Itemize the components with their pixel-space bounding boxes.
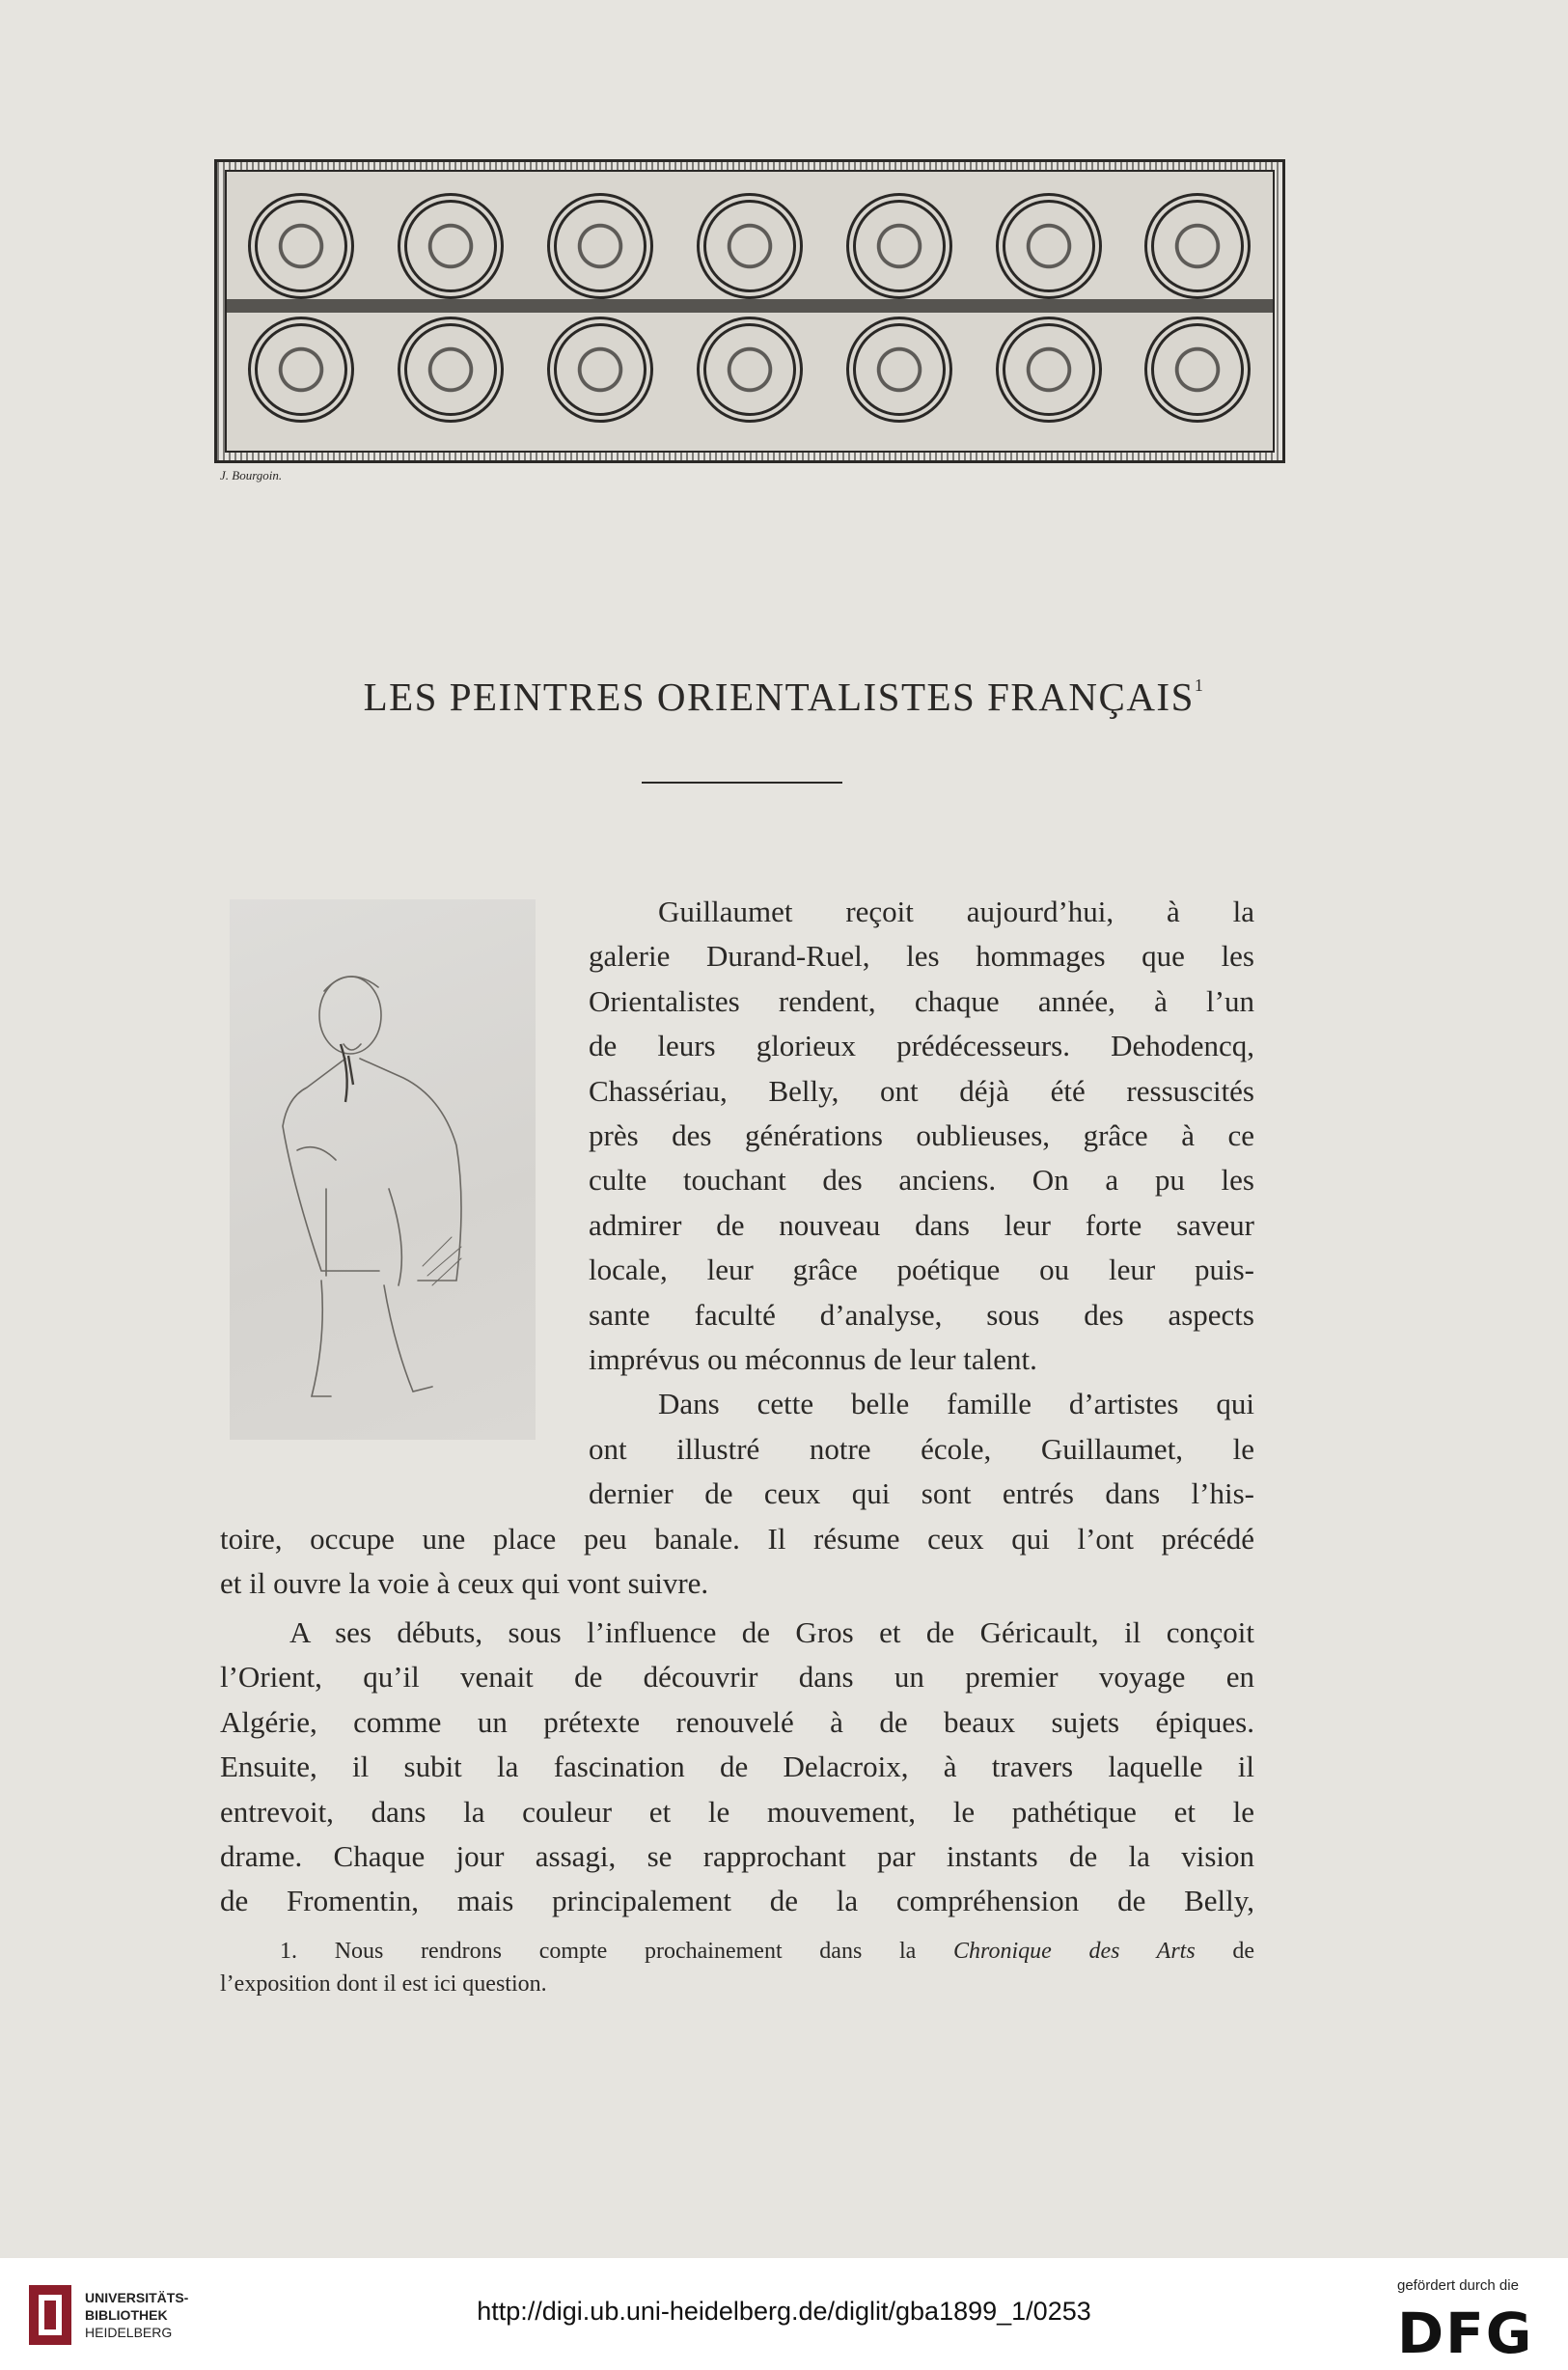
ornament-medallion <box>697 317 803 423</box>
library-name-line: UNIVERSITÄTS- <box>85 2290 189 2305</box>
paragraph-2-full <box>220 1517 1254 1607</box>
ornamental-header-band <box>214 159 1285 463</box>
child-sketch-illustration <box>230 899 536 1440</box>
ornament-row-top <box>227 193 1273 299</box>
sketch-drawing <box>230 899 536 1440</box>
text-line: galerie Durand-Ruel, les hommages que les <box>589 939 1254 974</box>
title-rule <box>642 782 842 784</box>
title-text: LES PEINTRES ORIENTALISTES FRANÇAIS <box>363 675 1195 719</box>
text-line: drame. Chaque jour assagi, se rapprochant par instants de la vision <box>220 1839 1254 1874</box>
text-line: de leurs glorieux prédécesseurs. Dehodencq, <box>589 1029 1254 1063</box>
ornament-pattern <box>225 170 1275 453</box>
ornament-medallion <box>697 193 803 299</box>
ornament-medallion <box>846 193 952 299</box>
footnote-publication-title: Chronique des Arts <box>952 1939 1196 1964</box>
ornament-medallion <box>996 193 1102 299</box>
ornament-medallion <box>547 317 653 423</box>
text-line: près des générations oublieuses, grâce à ce <box>589 1118 1254 1153</box>
ornament-medallion <box>398 193 504 299</box>
footnote-number: 1. <box>280 1939 297 1964</box>
ornament-medallion <box>398 317 504 423</box>
text-line: ont illustré notre école, Guillaumet, le <box>589 1431 1254 1466</box>
footnote-line-1 <box>220 1935 1254 1968</box>
paragraph-3 <box>220 1611 1254 1924</box>
text-line: Chassériau, Belly, ont déjà été ressuscités <box>589 1073 1254 1108</box>
text-line: dernier de ceux qui sont entrés dans l’his- <box>589 1476 1254 1511</box>
digitization-footer <box>0 2258 1568 2370</box>
ornament-medallion <box>846 317 952 423</box>
title-footnote-mark: 1 <box>1194 675 1205 695</box>
permalink-url[interactable]: http://digi.ub.uni-heidelberg.de/diglit/gba1899_1/0253 <box>477 2297 1091 2326</box>
ornament-medallion <box>996 317 1102 423</box>
ornament-medallion <box>1144 317 1251 423</box>
library-name-line: HEIDELBERG <box>85 2325 173 2340</box>
text-line: Algérie, comme un prétexte renouvelé à de beaux sujets épiques. <box>220 1704 1254 1739</box>
footnote-line-2: l’exposition dont il est ici question. <box>220 1971 547 1997</box>
text-line: entrevoit, dans la couleur et le mouvement, le pathétique et le <box>220 1794 1254 1829</box>
text-line: Guillaumet reçoit aujourd’hui, à la <box>658 895 1254 928</box>
text-line: Dans cette belle famille d’artistes qui <box>658 1387 1254 1421</box>
footnote-text: Nous rendrons compte prochainement dans la <box>334 1939 917 1964</box>
paragraph-1-and-2-narrow <box>589 890 1254 1517</box>
dfg-logo: DFG <box>1397 2301 1534 2366</box>
text-line: l’Orient, qu’il venait de découvrir dans un premier voyage en <box>220 1660 1254 1695</box>
ornament-medallion <box>248 317 354 423</box>
library-name-line: BIBLIOTHEK <box>85 2307 168 2323</box>
text-line: et il ouvre la voie à ceux qui vont suivre. <box>220 1566 709 1601</box>
text-line: de Fromentin, mais principalement de la compréhension de Belly, <box>220 1884 1254 1918</box>
text-line: imprévus ou méconnus de leur talent. <box>589 1342 1037 1377</box>
ornament-medallion <box>248 193 354 299</box>
funding-caption: gefördert durch die <box>1397 2277 1519 2294</box>
footnote-text: de <box>1232 1939 1255 1964</box>
ornament-medallion <box>1144 193 1251 299</box>
text-line: culte touchant des anciens. On a pu les <box>589 1163 1254 1198</box>
ornament-divider-band <box>227 299 1273 313</box>
engraver-signature: J. Bourgoin. <box>220 468 283 482</box>
text-line: toire, occupe une place peu banale. Il résume ceux qui l’ont précédé <box>220 1522 1254 1556</box>
text-line: Orientalistes rendent, chaque année, à l’un <box>589 983 1254 1018</box>
footnote <box>220 1935 1254 2000</box>
text-line: locale, leur grâce poétique ou leur puis- <box>589 1253 1254 1287</box>
text-line: A ses débuts, sous l’influence de Gros et de Géricault, il conçoit <box>289 1615 1254 1649</box>
text-line: sante faculté d’analyse, sous des aspects <box>589 1297 1254 1332</box>
text-line: Ensuite, il subit la fascination de Delacroix, à travers laquelle il <box>220 1750 1254 1784</box>
article-title <box>0 674 1568 720</box>
ornament-row-bottom <box>227 317 1273 423</box>
text-line: admirer de nouveau dans leur forte saveur <box>589 1207 1254 1242</box>
ornament-medallion <box>547 193 653 299</box>
